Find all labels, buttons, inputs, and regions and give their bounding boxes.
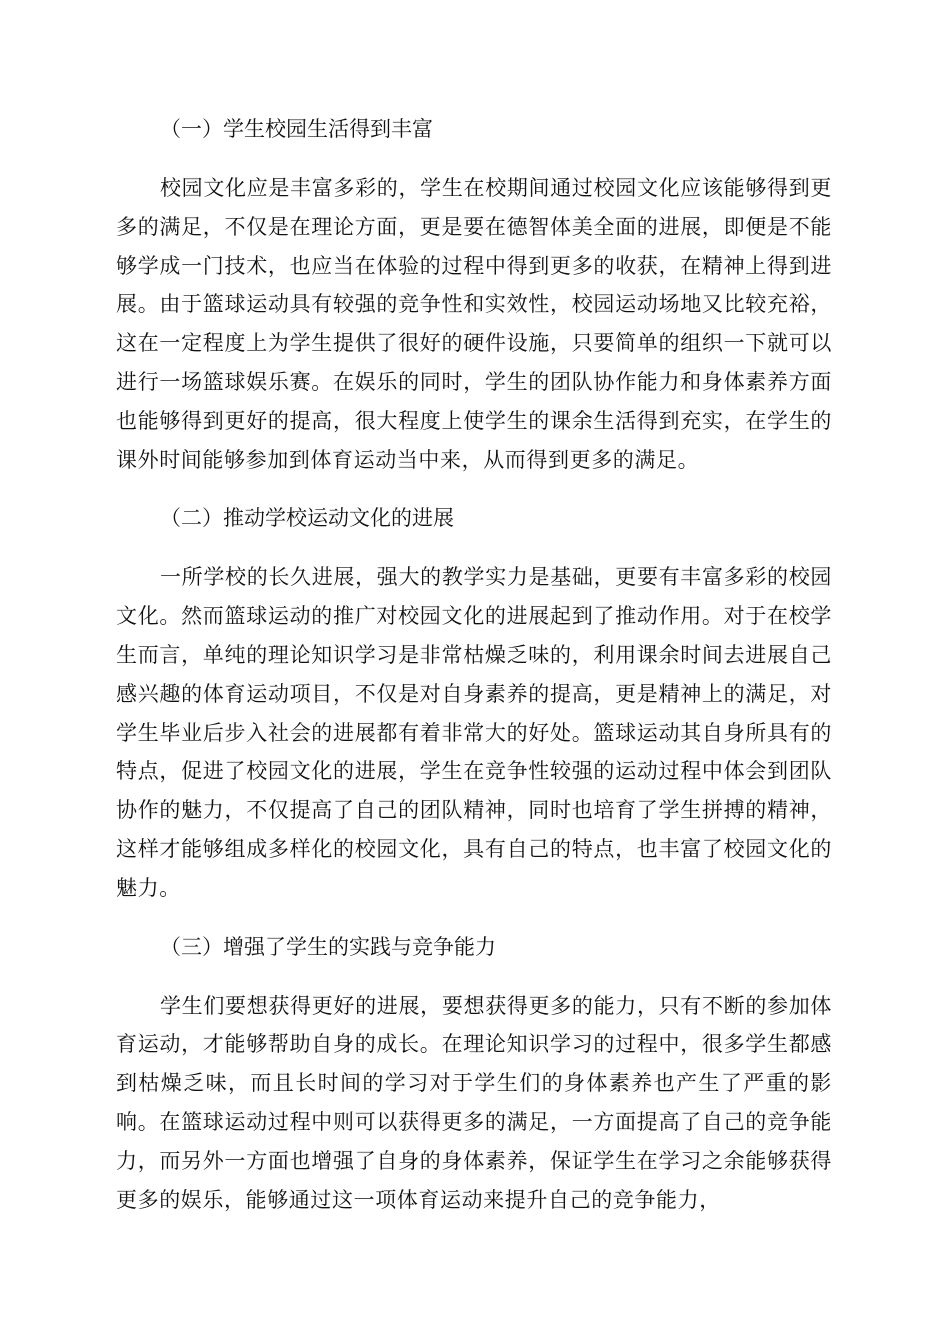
section-paragraph-3: 学生们要想获得更好的进展，要想获得更多的能力，只有不断的参加体育运动，才能够帮助自身的成长。在理论知识学习的过程中，很多学生都感到枯燥乏味，而且长时间的学习对于学生们的身体素养也产生了严重的影响。在篮球运动过程中则可以获得更多的满足，一方面提高了自己的竞争能力，而另外一方面也增强了自身的身体素养，保证学生在学习之余能够获得更多的娱乐，能够通过这一项体育运动来提升自己的竞争能力，: [116, 993, 832, 1212]
section-heading-2: （二）推动学校运动文化的进展: [160, 506, 454, 531]
section-heading-3: （三）增强了学生的实践与竞争能力: [160, 934, 496, 959]
document-page: [116, 114, 832, 1243]
section-heading-1: （一）学生校园生活得到丰富: [160, 117, 433, 141]
section-paragraph-2: 一所学校的长久进展，强大的教学实力是基础，更要有丰富多彩的校园文化。然而篮球运动的推广对校园文化的进展起到了推动作用。对于在校学生而言，单纯的理论知识学习是非常枯燥乏味的，利用课余时间去进展自己感兴趣的体育运动项目，不仅是对自身素养的提高，更是精神上的满足，对学生毕业后步入社会的进展都有着非常大的好处。篮球运动其自身所具有的特点，促进了校园文化的进展，学生在竞争性较强的运动过程中体会到团队协作的魅力，不仅提高了自己的团队精神，同时也培育了学生拼搏的精神，这样才能够组成多样化的校园文化，具有自己的特点，也丰富了校园文化的魅力。: [116, 565, 832, 900]
section-paragraph-1: 校园文化应是丰富多彩的，学生在校期间通过校园文化应该能够得到更多的满足，不仅是在理论方面，更是要在德智体美全面的进展，即便是不能够学成一门技术，也应当在体验的过程中得到更多的收获，在精神上得到进展。由于篮球运动具有较强的竞争性和实效性，校园运动场地又比较充裕，这在一定程度上为学生提供了很好的硬件设施，只要简单的组织一下就可以进行一场篮球娱乐赛。在娱乐的同时，学生的团队协作能力和身体素养方面也能够得到更好的提高，很大程度上使学生的课余生活得到充实，在学生的课外时间能够参加到体育运动当中来，从而得到更多的满足。: [116, 176, 832, 472]
